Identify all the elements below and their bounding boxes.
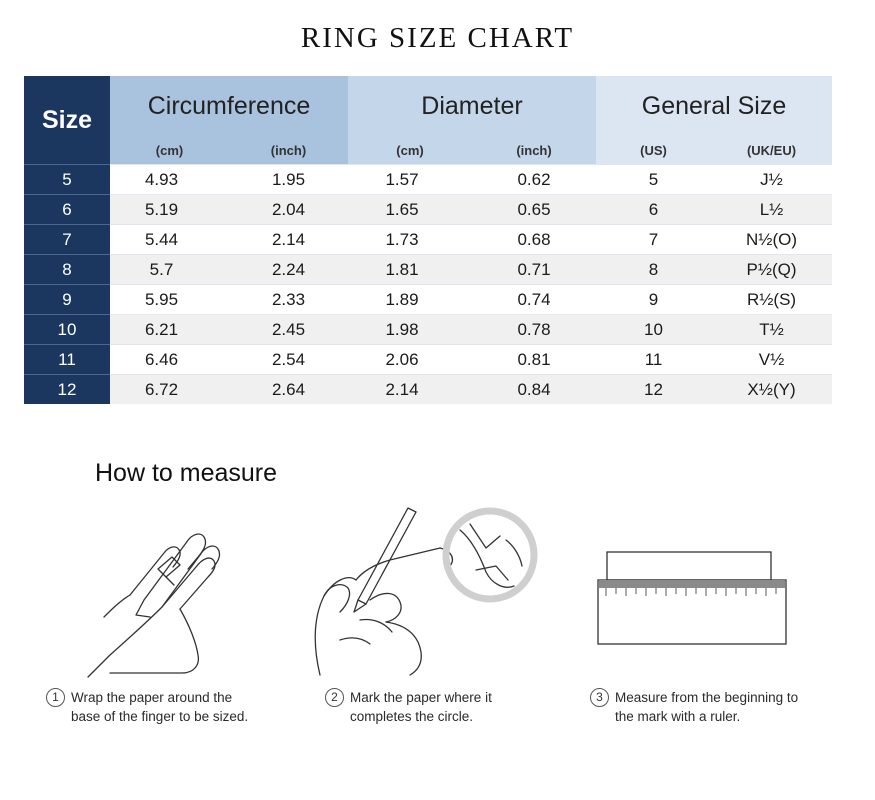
size-cell: 11 <box>24 345 110 375</box>
diameter-inch-cell: 0.74 <box>472 285 596 315</box>
diameter-cm-cell: 1.81 <box>348 255 472 285</box>
diameter-inch-cell: 0.84 <box>472 375 596 405</box>
diameter-inch-cell: 0.78 <box>472 315 596 345</box>
circumference-cm-cell: 5.44 <box>110 225 229 255</box>
diameter-header: Diameter <box>348 76 596 136</box>
uk-eu-size-cell: J½ <box>711 165 832 195</box>
circumference-inch-cell: 2.64 <box>229 375 348 405</box>
us-size-cell: 8 <box>596 255 711 285</box>
page-title: RING SIZE CHART <box>300 22 575 54</box>
diameter-cm-unit: (cm) <box>348 136 472 165</box>
measure-step-2 <box>325 688 565 726</box>
diameter-inch-unit: (inch) <box>472 136 596 165</box>
step-number-badge: 3 <box>590 688 609 707</box>
diameter-cm-cell: 1.89 <box>348 285 472 315</box>
ring-size-table <box>24 76 832 404</box>
us-size-cell: 5 <box>596 165 711 195</box>
uk-eu-size-cell: T½ <box>711 315 832 345</box>
table-row <box>24 195 832 225</box>
hand-with-paper-strip-icon <box>70 505 250 685</box>
size-cell: 10 <box>24 315 110 345</box>
diameter-inch-cell: 0.68 <box>472 225 596 255</box>
circumference-cm-cell: 6.46 <box>110 345 229 375</box>
diameter-inch-cell: 0.81 <box>472 345 596 375</box>
circumference-inch-unit: (inch) <box>229 136 348 165</box>
diameter-cm-cell: 2.14 <box>348 375 472 405</box>
us-size-cell: 6 <box>596 195 711 225</box>
us-size-cell: 12 <box>596 375 711 405</box>
circumference-cm-unit: (cm) <box>110 136 229 165</box>
general-size-header: General Size <box>596 76 832 136</box>
circumference-cm-cell: 5.19 <box>110 195 229 225</box>
uk-eu-size-cell: V½ <box>711 345 832 375</box>
us-size-cell: 11 <box>596 345 711 375</box>
us-size-cell: 9 <box>596 285 711 315</box>
diameter-cm-cell: 1.65 <box>348 195 472 225</box>
table-row <box>24 285 832 315</box>
size-cell: 6 <box>24 195 110 225</box>
how-to-measure-heading: How to measure <box>95 459 278 487</box>
diameter-inch-cell: 0.62 <box>472 165 596 195</box>
step-instruction: Measure from the beginning to the mark with a ruler. <box>615 690 799 724</box>
pen-marking-paper-icon <box>300 500 550 685</box>
uk-eu-size-cell: N½(O) <box>711 225 832 255</box>
diameter-cm-cell: 1.98 <box>348 315 472 345</box>
diameter-cm-cell: 2.06 <box>348 345 472 375</box>
circumference-cm-cell: 6.21 <box>110 315 229 345</box>
table-row <box>24 375 832 405</box>
table-row <box>24 225 832 255</box>
circumference-inch-cell: 2.14 <box>229 225 348 255</box>
diameter-inch-cell: 0.71 <box>472 255 596 285</box>
size-cell: 5 <box>24 165 110 195</box>
circumference-inch-cell: 2.45 <box>229 315 348 345</box>
uk-eu-size-cell: X½(Y) <box>711 375 832 405</box>
diameter-cm-cell: 1.73 <box>348 225 472 255</box>
measure-step-3 <box>590 688 860 726</box>
circumference-inch-cell: 2.24 <box>229 255 348 285</box>
table-row <box>24 165 832 195</box>
circumference-cm-cell: 4.93 <box>110 165 229 195</box>
circumference-cm-cell: 5.95 <box>110 285 229 315</box>
circumference-cm-cell: 5.7 <box>110 255 229 285</box>
us-size-cell: 10 <box>596 315 711 345</box>
circumference-inch-cell: 2.54 <box>229 345 348 375</box>
size-cell: 7 <box>24 225 110 255</box>
step-instruction: Mark the paper where it completes the circle. <box>350 690 492 724</box>
step-instruction: Wrap the paper around the base of the finger to be sized. <box>71 690 249 724</box>
table-row <box>24 255 832 285</box>
size-cell: 9 <box>24 285 110 315</box>
uk-eu-size-cell: R½(S) <box>711 285 832 315</box>
table-row <box>24 345 832 375</box>
uk-eu-size-cell: L½ <box>711 195 832 225</box>
us-size-cell: 7 <box>596 225 711 255</box>
uk-eu-size-cell: P½(Q) <box>711 255 832 285</box>
table-row <box>24 315 832 345</box>
circumference-inch-cell: 1.95 <box>229 165 348 195</box>
uk-eu-size-unit: (UK/EU) <box>711 136 832 165</box>
us-size-unit: (US) <box>596 136 711 165</box>
circumference-header: Circumference <box>110 76 348 136</box>
circumference-inch-cell: 2.04 <box>229 195 348 225</box>
step-number-badge: 2 <box>325 688 344 707</box>
size-cell: 12 <box>24 375 110 405</box>
step-number-badge: 1 <box>46 688 65 707</box>
ruler-icon <box>590 545 790 655</box>
measure-step-1 <box>46 688 286 726</box>
diameter-cm-cell: 1.57 <box>348 165 472 195</box>
circumference-inch-cell: 2.33 <box>229 285 348 315</box>
circumference-cm-cell: 6.72 <box>110 375 229 405</box>
diameter-inch-cell: 0.65 <box>472 195 596 225</box>
size-cell: 8 <box>24 255 110 285</box>
size-column-header: Size <box>24 76 110 165</box>
